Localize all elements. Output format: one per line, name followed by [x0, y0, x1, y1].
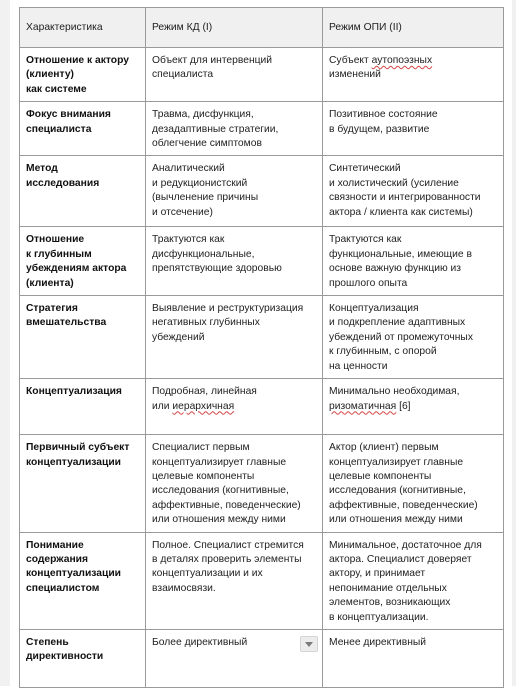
opi-cell: Минимально необходимая, ризоматичная [6]	[323, 379, 504, 435]
table-row	[20, 629, 504, 687]
table-row	[20, 227, 504, 296]
characteristic-cell: Понимание содержания концептуализации специалистом	[20, 532, 146, 629]
table-row	[20, 532, 504, 629]
page-margin-left	[0, 0, 10, 686]
characteristic-cell: Степень директивности	[20, 629, 146, 687]
characteristic-cell: Отношение к актору (клиенту) как системе	[20, 48, 146, 102]
kd-cell: Объект для интервенций специалиста	[146, 48, 323, 102]
table-row	[20, 379, 504, 435]
kd-cell: Полное. Специалист стремится в деталях проверить элементы концептуализации и их взаимосвязи.	[146, 532, 323, 629]
kd-cell: Более директивный	[146, 629, 323, 687]
header-mode-kd: Режим КД (I)	[146, 8, 323, 48]
comparison-table	[19, 7, 504, 688]
kd-cell: Подробная, линейная или иерархичная	[146, 379, 323, 435]
spellcheck-flagged-word[interactable]: ризоматичная	[329, 400, 397, 412]
table-row	[20, 48, 504, 102]
opi-cell: Субъект аутопоэзных изменений	[323, 48, 504, 102]
opi-cell: Синтетический и холистический (усиление связности и интегрированности актора / клиента как системы)	[323, 156, 504, 227]
table-row	[20, 102, 504, 156]
header-characteristic: Характеристика	[20, 8, 146, 48]
characteristic-cell: Первичный субъект концептуализации	[20, 435, 146, 532]
kd-cell: Выявление и реструктуризация негативных глубинных убеждений	[146, 296, 323, 379]
opi-cell: Концептуализация и подкрепление адаптивных убеждений от промежуточных к глубинным, с опорой на ценности	[323, 296, 504, 379]
cell-dropdown-chevron-icon[interactable]	[300, 636, 318, 652]
table-row	[20, 435, 504, 532]
opi-cell: Менее директивный	[323, 629, 504, 687]
opi-cell: Минимальное, достаточное для актора. Специалист доверяет актору, и принимает непонимание отдельных элементов, возникающих в концептуализации.	[323, 532, 504, 629]
opi-cell: Позитивное состояние в будущем, развитие	[323, 102, 504, 156]
opi-cell: Актор (клиент) первым концептуализирует главные целевые компоненты исследования (когнитивные, аффективные, поведенческие) или отношения между ними	[323, 435, 504, 532]
characteristic-cell: Метод исследования	[20, 156, 146, 227]
header-mode-opi: Режим ОПИ (II)	[323, 8, 504, 48]
table-row	[20, 296, 504, 379]
characteristic-cell: Стратегия вмешательства	[20, 296, 146, 379]
characteristic-cell: Отношение к глубинным убеждениям актора (клиента)	[20, 227, 146, 296]
spellcheck-flagged-word[interactable]: аутопоэзных	[371, 55, 433, 66]
page-margin-right	[512, 0, 516, 686]
table-header-row	[20, 8, 504, 48]
table-row	[20, 156, 504, 227]
opi-cell: Трактуются как функциональные, имеющие в основе важную функцию из прошлого опыта	[323, 227, 504, 296]
characteristic-cell: Концептуализация	[20, 379, 146, 435]
spellcheck-flagged-word[interactable]: иерархичная	[172, 400, 235, 412]
characteristic-cell: Фокус внимания специалиста	[20, 102, 146, 156]
kd-cell: Травма, дисфункция, дезадаптивные стратегии, облегчение симптомов	[146, 102, 323, 156]
kd-cell: Аналитический и редукционистский (вычленение причины и отсечение)	[146, 156, 323, 227]
kd-cell: Трактуются как дисфункциональные, препятствующие здоровью	[146, 227, 323, 296]
kd-cell: Специалист первым концептуализирует главные целевые компоненты исследования (когнитивные, аффективные, поведенческие) или отношения между ними	[146, 435, 323, 532]
